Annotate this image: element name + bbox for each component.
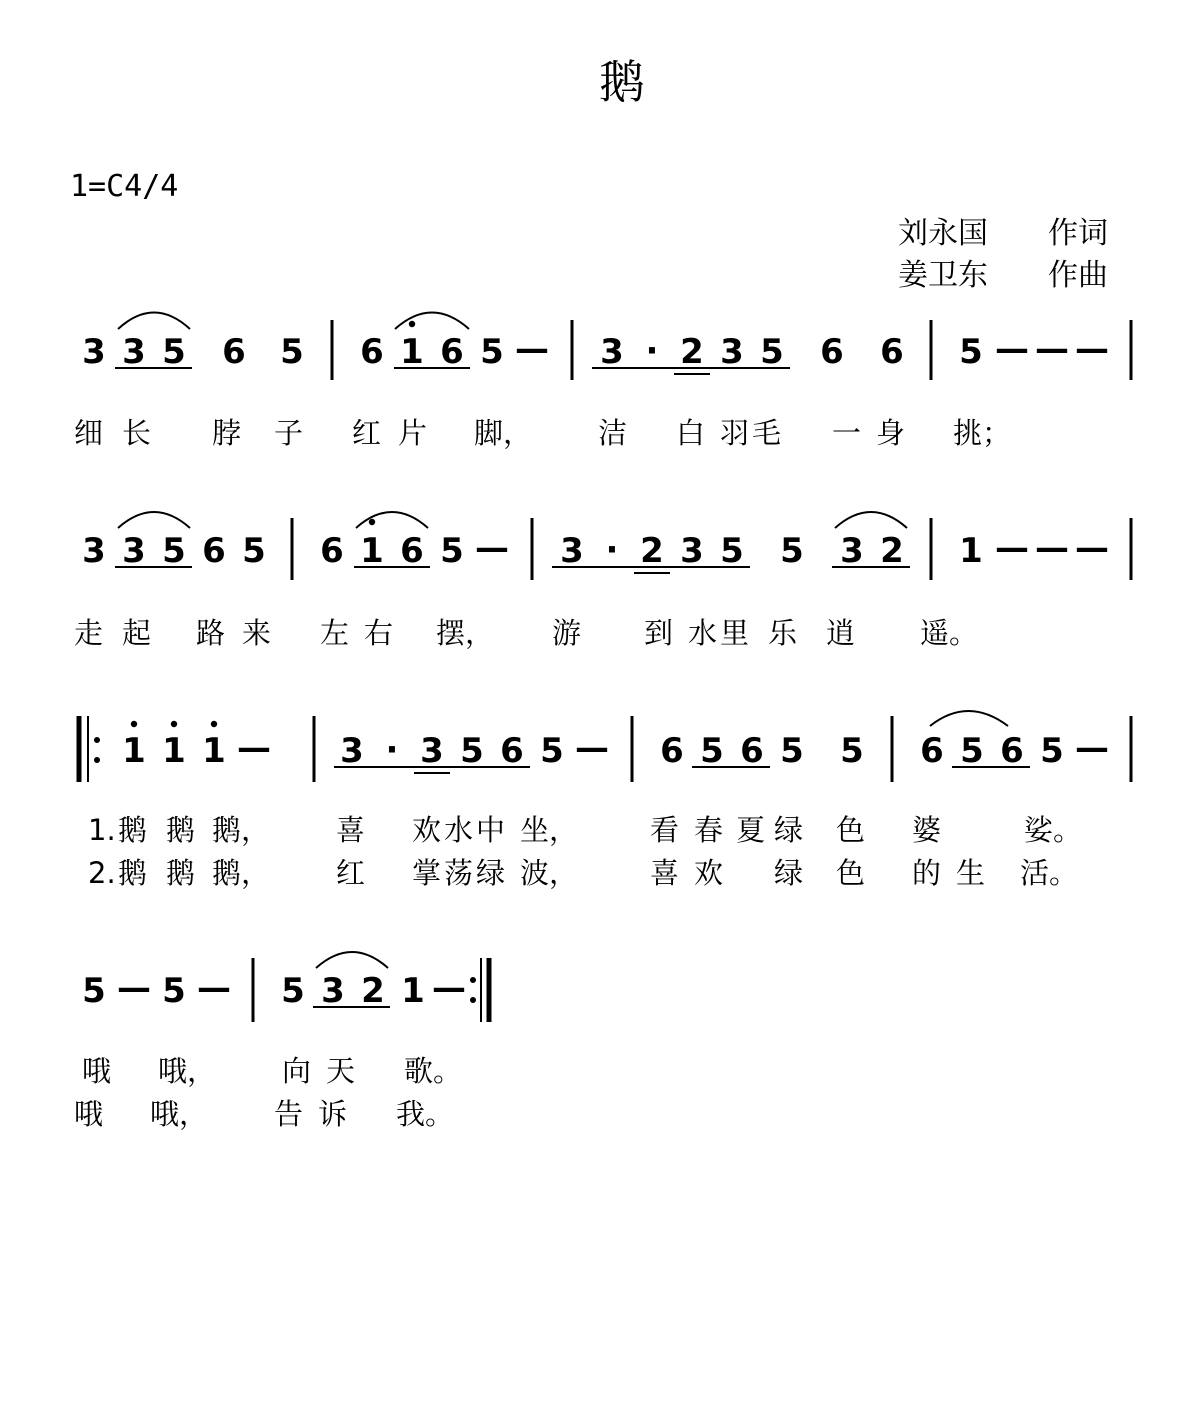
note: 3 xyxy=(122,332,146,372)
slur xyxy=(118,512,190,528)
note: 2 xyxy=(880,531,904,571)
lyric: 娑。 xyxy=(1024,813,1083,847)
note: 1 xyxy=(400,332,424,372)
note: 5 xyxy=(162,971,186,1011)
note: 5 xyxy=(960,731,984,771)
note: 5 xyxy=(440,531,464,571)
lyric: 毛 xyxy=(752,416,782,450)
dash: — xyxy=(995,329,1029,369)
note: 5 xyxy=(460,731,484,771)
lyric: 喜 xyxy=(336,813,366,847)
lyric: 水 xyxy=(688,616,718,650)
lyric: 荡 xyxy=(444,856,474,890)
lyric: 鹅， xyxy=(212,813,271,847)
note: 6 xyxy=(440,332,464,372)
note: 3 xyxy=(600,332,624,372)
note: 1 xyxy=(959,531,983,571)
dash: — xyxy=(515,329,549,369)
note: 6 xyxy=(920,731,944,771)
high-octave-dot xyxy=(171,721,177,727)
lyric: 脖 xyxy=(212,416,242,450)
dash: — xyxy=(1035,528,1069,568)
lyric: 哦， xyxy=(158,1054,217,1088)
high-octave-dot xyxy=(211,721,217,727)
lyric: 绿 xyxy=(476,856,506,890)
note: 1 xyxy=(360,531,384,571)
lyric: 到 xyxy=(644,616,674,650)
repeat-dot xyxy=(470,977,476,983)
lyric: 子 xyxy=(274,416,304,450)
lyric: 坐， xyxy=(520,813,579,847)
lyric: 的 xyxy=(912,856,942,890)
lyric: 白 xyxy=(676,416,706,450)
lyric: 色 xyxy=(836,813,866,847)
staff-line-1 xyxy=(74,313,1131,451)
note: 5 xyxy=(82,971,106,1011)
note: 6 xyxy=(222,332,246,372)
note: 5 xyxy=(540,731,564,771)
lyric: 活。 xyxy=(1020,856,1079,890)
lyric: 天 xyxy=(326,1054,356,1088)
lyric: 鹅， xyxy=(212,856,271,890)
lyric: 欢 xyxy=(412,813,442,847)
lyric: 摆， xyxy=(436,616,495,650)
lyric: 遥。 xyxy=(920,616,979,650)
note: 3 xyxy=(420,731,444,771)
note: 1 xyxy=(162,731,186,771)
lyric: 乐 xyxy=(768,616,798,650)
note: 6 xyxy=(660,731,684,771)
note: 5 xyxy=(780,731,804,771)
note: 3 xyxy=(122,531,146,571)
slur xyxy=(118,313,190,330)
lyric: 欢 xyxy=(694,856,724,890)
note: 2 xyxy=(680,332,704,372)
note: 5 xyxy=(162,531,186,571)
note: 5 xyxy=(840,731,864,771)
slur xyxy=(316,952,388,968)
lyric: 诉 xyxy=(318,1097,348,1131)
dot: · xyxy=(605,530,619,570)
lyric: 掌 xyxy=(412,856,442,890)
lyric: 细 xyxy=(74,416,104,450)
lyric: 生 xyxy=(956,856,986,890)
lyric: 哦， xyxy=(150,1097,209,1131)
lyric: 我。 xyxy=(396,1097,455,1131)
note: 5 xyxy=(720,531,744,571)
note: 5 xyxy=(480,332,504,372)
lyric: 一 xyxy=(832,416,862,450)
lyricist-name: 刘永国 xyxy=(898,216,988,251)
note: 6 xyxy=(320,531,344,571)
lyric: 哦 xyxy=(74,1097,104,1131)
slur xyxy=(395,313,469,330)
key-signature: 1=C4/4 xyxy=(70,169,179,204)
note: 3 xyxy=(680,531,704,571)
staff-line-4 xyxy=(74,952,489,1131)
composer-name: 姜卫东 xyxy=(898,258,988,293)
note: 5 xyxy=(281,971,305,1011)
lyric: 绿 xyxy=(774,813,804,847)
score-title: 鹅 xyxy=(599,55,645,109)
repeat-dot xyxy=(470,997,476,1003)
note: 5 xyxy=(959,332,983,372)
note: 3 xyxy=(321,971,345,1011)
slur xyxy=(930,711,1008,726)
high-octave-dot xyxy=(369,519,375,525)
staff-line-3 xyxy=(79,711,1131,890)
lyric: 羽 xyxy=(720,416,750,450)
note: 2 xyxy=(361,971,385,1011)
note: 3 xyxy=(720,332,744,372)
lyricist-role: 作词 xyxy=(1048,216,1108,251)
staff-line-2 xyxy=(74,512,1131,650)
note: 3 xyxy=(840,531,864,571)
composer-role: 作曲 xyxy=(1048,258,1108,293)
note: 5 xyxy=(700,731,724,771)
note: 6 xyxy=(500,731,524,771)
note: 6 xyxy=(880,332,904,372)
dot: · xyxy=(385,730,399,770)
lyric: 1. xyxy=(88,813,116,847)
note: 5 xyxy=(242,531,266,571)
dot: · xyxy=(645,331,659,371)
note: 2 xyxy=(640,531,664,571)
lyric: 歌。 xyxy=(404,1054,463,1088)
repeat-dot xyxy=(94,757,100,763)
lyric: 婆 xyxy=(912,813,942,847)
lyric: 片 xyxy=(398,416,428,450)
note: 1 xyxy=(122,731,146,771)
lyric: 长 xyxy=(122,416,152,450)
lyric: 水 xyxy=(444,813,474,847)
note: 5 xyxy=(780,531,804,571)
note: 6 xyxy=(202,531,226,571)
dash: — xyxy=(1075,728,1109,768)
note: 5 xyxy=(1040,731,1064,771)
lyric: 洁 xyxy=(598,416,628,450)
lyric: 左 xyxy=(320,616,350,650)
lyric: 告 xyxy=(274,1097,304,1131)
lyric: 中 xyxy=(476,813,506,847)
note: 6 xyxy=(360,332,384,372)
lyric: 挑； xyxy=(953,416,1012,450)
note: 6 xyxy=(820,332,844,372)
dash: — xyxy=(995,528,1029,568)
dash: — xyxy=(117,968,151,1008)
dash: — xyxy=(1035,329,1069,369)
lyric: 红 xyxy=(336,856,366,890)
note: 3 xyxy=(82,332,106,372)
lyric: 看 xyxy=(650,813,680,847)
note: 1 xyxy=(401,971,425,1011)
lyric: 绿 xyxy=(774,856,804,890)
dash: — xyxy=(1075,528,1109,568)
note: 5 xyxy=(760,332,784,372)
note: 1 xyxy=(202,731,226,771)
lyric: 身 xyxy=(876,416,906,450)
lyric: 波， xyxy=(520,856,579,890)
slur xyxy=(835,512,907,528)
dash: — xyxy=(237,728,271,768)
note: 6 xyxy=(400,531,424,571)
dash: — xyxy=(1075,329,1109,369)
note: 3 xyxy=(340,731,364,771)
lyric: 夏 xyxy=(736,813,766,847)
dash: — xyxy=(475,528,509,568)
high-octave-dot xyxy=(131,721,137,727)
lyric: 色 xyxy=(836,856,866,890)
lyric: 右 xyxy=(364,616,394,650)
note: 3 xyxy=(82,531,106,571)
lyric: 鹅 xyxy=(118,856,148,890)
lyric: 走 xyxy=(74,616,104,650)
lyric: 逍 xyxy=(826,616,856,650)
lyric: 2. xyxy=(88,856,116,890)
dash: — xyxy=(432,968,466,1008)
note: 3 xyxy=(560,531,584,571)
dash: — xyxy=(197,968,231,1008)
lyric: 路 xyxy=(196,616,226,650)
lyric: 喜 xyxy=(650,856,680,890)
note: 6 xyxy=(1000,731,1024,771)
note: 5 xyxy=(280,332,304,372)
slur xyxy=(356,512,428,528)
repeat-dot xyxy=(94,737,100,743)
lyric: 鹅 xyxy=(166,856,196,890)
dash: — xyxy=(575,728,609,768)
lyric: 游 xyxy=(552,616,582,650)
high-octave-dot xyxy=(409,321,415,327)
lyric: 来 xyxy=(242,616,272,650)
lyric: 红 xyxy=(352,416,382,450)
lyric: 里 xyxy=(720,616,750,650)
note: 5 xyxy=(162,332,186,372)
lyric: 哦 xyxy=(82,1054,112,1088)
lyric: 春 xyxy=(694,813,724,847)
lyric: 向 xyxy=(282,1054,312,1088)
lyric: 起 xyxy=(122,616,152,650)
note: 6 xyxy=(740,731,764,771)
lyric: 鹅 xyxy=(166,813,196,847)
lyric: 脚， xyxy=(474,416,533,450)
lyric: 鹅 xyxy=(118,813,148,847)
